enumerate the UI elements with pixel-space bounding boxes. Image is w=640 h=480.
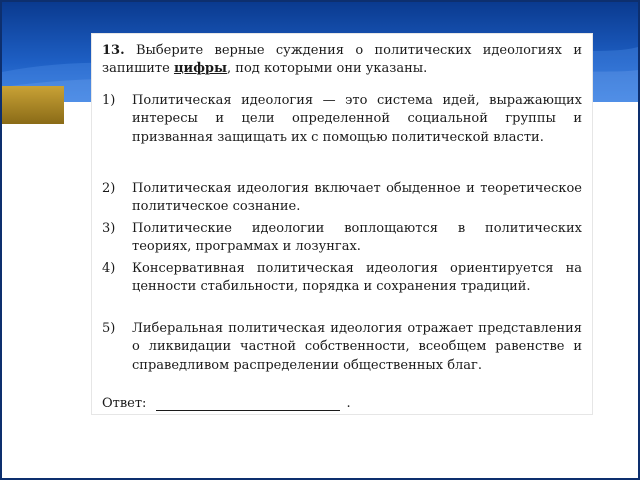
answer-end-dot: . — [346, 396, 351, 411]
answer-row — [102, 396, 351, 411]
item-text: Политические идеологии воплощаются в политических теориях, программах и лозунгах. — [132, 221, 582, 255]
question-card — [92, 34, 592, 414]
question-text-before: Выберите верные суждения о политических идеологиях и запишите — [102, 43, 582, 76]
item-text: Либеральная политическая идеология отражает представления о ликвидации частной собственности, всеобщем равенстве и справедливом распределении общественных благ. — [132, 321, 582, 373]
answer-label: Ответ: — [102, 396, 147, 411]
item-text: Политическая идеология включает обыденное и теоретическое политическое сознание. — [132, 181, 582, 215]
list-item — [102, 260, 582, 297]
question-number: 13. — [102, 43, 125, 58]
item-number: 5) — [102, 321, 116, 336]
list-item — [102, 92, 582, 147]
question-heading — [102, 42, 582, 78]
list-item — [102, 180, 582, 217]
item-text: Консервативная политическая идеология ориентируется на ценности стабильности, порядка и сохранения традиций. — [132, 261, 582, 295]
item-number: 1) — [102, 93, 116, 108]
list-item — [102, 220, 582, 257]
gold-accent-block — [2, 86, 64, 124]
list-item — [102, 320, 582, 375]
item-number: 3) — [102, 221, 116, 236]
item-text: Политическая идеология — это система идей, выражающих интересы и цели определенной социальной группы и призванная защищать их с помощью политической власти. — [132, 93, 582, 145]
item-number: 4) — [102, 261, 116, 276]
item-number: 2) — [102, 181, 116, 196]
question-text-after: , под которыми они указаны. — [227, 61, 428, 76]
question-emphasis: цифры — [173, 61, 228, 76]
answer-blank-line[interactable] — [156, 398, 340, 411]
